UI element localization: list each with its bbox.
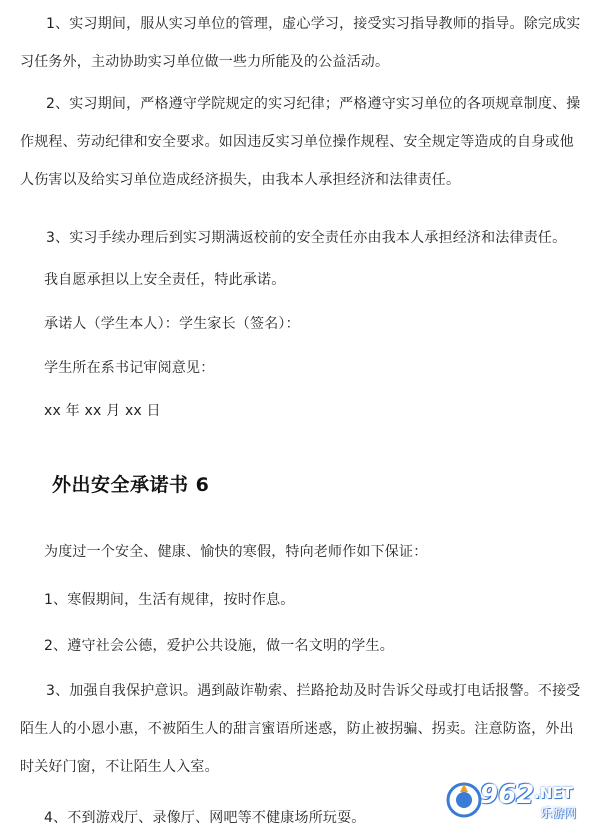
section2-item-2: 2、遵守社会公德，爱护公共设施，做一名文明的学生。 bbox=[44, 638, 394, 654]
date-line: xx 年 xx 月 xx 日 bbox=[44, 403, 161, 419]
review-opinion-line: 学生所在系书记审阅意见： bbox=[44, 360, 215, 376]
paragraph-4: 我自愿承担以上安全责任，特此承诺。 bbox=[44, 272, 286, 288]
section2-intro: 为度过一个安全、健康、愉快的寒假，特向老师作如下保证： bbox=[44, 544, 428, 560]
watermark-number: 962 bbox=[480, 780, 535, 810]
paragraph-3: 3、实习手续办理后到实习期满返校前的安全责任亦由我本人承担经济和法律责任。 bbox=[46, 230, 567, 246]
signature-line: 承诺人（学生本人）：学生家长（签名）： bbox=[44, 316, 300, 332]
paragraph-2: 2、实习期间，严格遵守学院规定的实习纪律；严格遵守实习单位的各项规章制度、操作规程、劳动纪律和安全要求。如因违反实习单位操作规程、安全规定等造成的自身或他人伤害以及给实习单位造成经济损失，由我本人承担经济和法律责任。 bbox=[20, 96, 581, 188]
section2-item-1: 1、寒假期间，生活有规律，按时作息。 bbox=[44, 592, 295, 608]
watermark-domain: .NET bbox=[534, 784, 573, 802]
section2-item-4: 4、不到游戏厅、录像厅、网吧等不健康场所玩耍。 bbox=[44, 810, 366, 826]
paragraph-1: 1、实习期间，服从实习单位的管理，虚心学习，接受实习指导教师的指导。除完成实习任务外，主动协助实习单位做一些力所能及的公益活动。 bbox=[20, 16, 581, 70]
section2-item-3: 3、加强自我保护意识。遇到敲诈勒索、拦路抢劫及时告诉父母或打电话报警。不接受陌生人的小恩小惠，不被陌生人的甜言蜜语所迷惑，防止被拐骗、拐卖。注意防盗，外出时关好门窗，不让陌生人入室。 bbox=[20, 683, 581, 775]
watermark-logo-icon bbox=[444, 780, 484, 820]
watermark-site-name: 乐游网 bbox=[540, 806, 577, 820]
section-title: 外出安全承诺书 6 bbox=[52, 474, 210, 496]
site-watermark bbox=[444, 776, 594, 826]
